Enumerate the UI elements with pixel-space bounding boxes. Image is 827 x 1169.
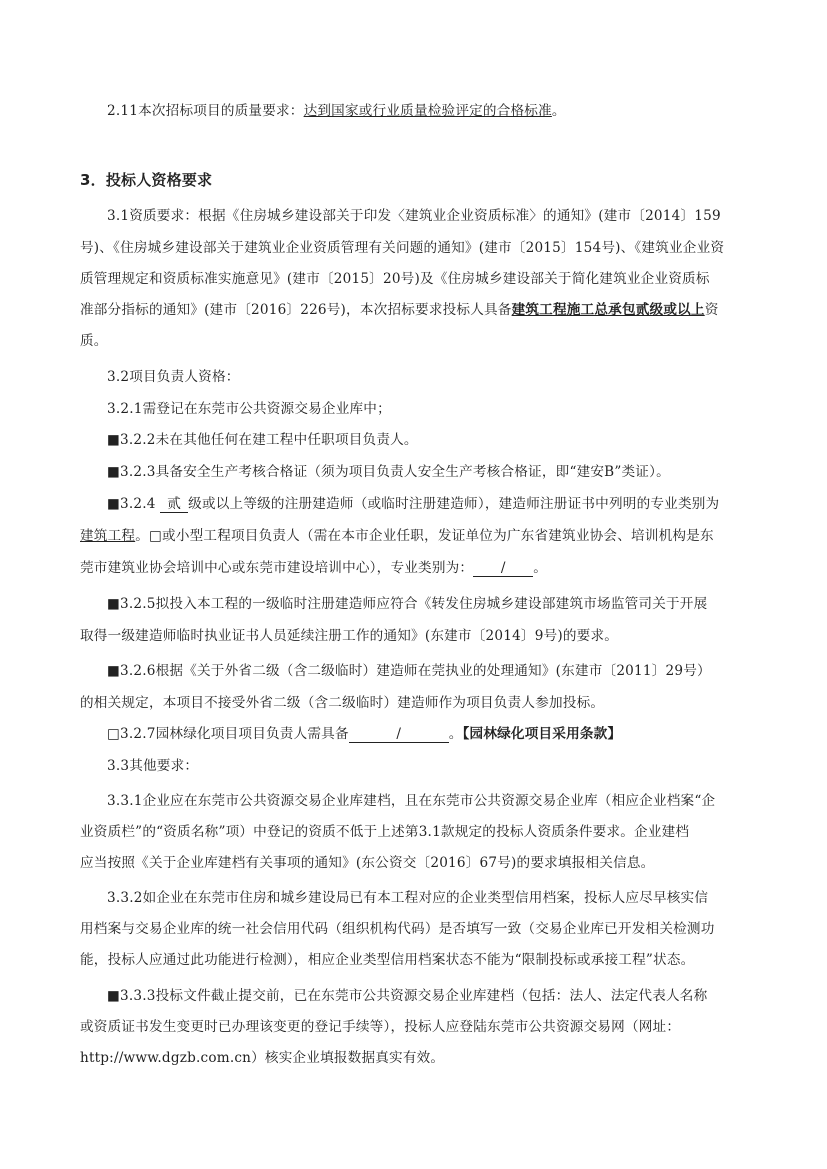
clause-3-2-6-line-1: ■3.2.6根据《关于外省二级（含二级临时）建造师在莞执业的处理通知》(东建市〔2011〕29号） <box>107 663 711 679</box>
clause-3-3: 3.3其他要求： <box>107 758 199 774</box>
clause-3-2-4-text: 级或以上等级的注册建造师（或临时注册建造师），建造师注册证书中列明的专业类别为 <box>188 496 720 512</box>
clause-2-11-end: 。 <box>551 103 566 119</box>
clause-3-2-4-end: 。 <box>533 560 548 576</box>
clause-2-11 <box>107 100 566 122</box>
clause-3-2-4-number: ■3.2.4 <box>107 496 156 512</box>
specialty-category-field: / <box>473 560 533 577</box>
clause-3-2-4-text-2: 。□或小型工程项目负责人（需在本市企业任职，发证单位为广东省建筑业协会、培训机构是东 <box>135 528 714 544</box>
section-heading-3: 3．投标人资格要求 <box>80 171 213 189</box>
clause-3-1-line-5: 质。 <box>80 333 108 349</box>
clause-3-1-text-end: 资 <box>704 302 719 318</box>
clause-3-3-2-line-3: 能，投标人应通过此功能进行检测），相应企业类型信用档案状态不能为“限制投标或承接工程”状态。 <box>80 952 695 968</box>
clause-3-2: 3.2项目负责人资格： <box>107 369 240 385</box>
clause-3-3-3-line-2: 或资质证书发生变更时已办理该变更的登记手续等），投标人应登陆东莞市公共资源交易网（网址： <box>80 1019 681 1035</box>
specialty-underlined: 建筑工程 <box>80 528 136 544</box>
landscaping-requirement-field: / <box>349 726 449 743</box>
clause-3-2-2: ■3.2.2未在其他任何在建工程中任职项目负责人。 <box>107 432 418 448</box>
clause-3-3-2-line-2: 用档案与交易企业库的统一社会信用代码（组织机构代码）是否填写一致（交易企业库已开发相关检测功 <box>80 921 715 937</box>
clause-3-3-1-line-3: 应当按照《关于企业库建档有关事项的通知》(东公资交〔2016〕67号)的要求填报相关信息。 <box>80 855 655 871</box>
clause-2-11-text: 2.11本次招标项目的质量要求： <box>107 103 304 119</box>
clause-3-2-4-line-1 <box>107 493 719 515</box>
clause-3-2-5-line-1: ■3.2.5拟投入本工程的一级临时注册建造师应符合《转发住房城乡建设部建筑市场监管司关于开展 <box>107 596 708 612</box>
clause-3-1-line-4 <box>80 299 719 321</box>
clause-3-2-3: ■3.2.3具备安全生产考核合格证（须为项目负责人安全生产考核合格证，即“建安B”类证）。 <box>107 464 670 480</box>
clause-3-2-7-end: 。 <box>448 726 463 742</box>
clause-3-1-line-1: 3.1资质要求：根据《住房城乡建设部关于印发〈建筑业企业资质标准〉的通知》(建市〔2014〕159 <box>107 208 721 224</box>
clause-3-2-1: 3.2.1需登记在东莞市公共资源交易企业库中； <box>107 401 391 417</box>
quality-standard-underlined: 达到国家或行业质量检验评定的合格标准 <box>303 103 552 119</box>
landscaping-clause-note: 【园林绿化项目采用条款】 <box>462 726 622 742</box>
clause-3-1-line-3: 质管理规定和资质标准实施意见》(建市〔2015〕20号)及《住房城乡建设部关于简化建筑业企业资质标 <box>80 271 710 287</box>
clause-3-3-2-line-1: 3.3.2如企业在东莞市住房和城乡建设局已有本工程对应的企业类型信用档案，投标人应尽早核实信 <box>107 890 709 906</box>
clause-3-2-7 <box>107 723 621 745</box>
clause-3-2-4-line-2 <box>80 525 714 547</box>
clause-3-3-1-line-1: 3.3.1企业应在东莞市公共资源交易企业库建档，且在东莞市公共资源交易企业库（相应企业档案“企 <box>107 793 716 809</box>
clause-3-1-text: 准部分指标的通知》(建市〔2016〕226号)，本次招标要求投标人具备 <box>80 302 512 318</box>
clause-3-1-line-2: 号)、《住房城乡建设部关于建筑业企业资质管理有关问题的通知》(建市〔2015〕154号)、《建筑业企业资 <box>80 240 725 256</box>
clause-3-3-1-line-2: 业资质栏”的“资质名称”项）中登记的资质不低于上述第3.1款规定的投标人资质条件要求。企业建档 <box>80 824 690 840</box>
clause-3-3-3-line-3: http://www.dgzb.com.cn）核实企业填报数据真实有效。 <box>80 1050 445 1066</box>
clause-3-2-4-line-3 <box>80 557 547 579</box>
builder-grade-field: 贰 <box>160 496 188 513</box>
clause-3-2-4-text-3: 莞市建筑业协会培训中心或东莞市建设培训中心），专业类别为： <box>80 560 474 576</box>
clause-3-3-3-line-1: ■3.3.3投标文件截止提交前，已在东莞市公共资源交易企业库建档（包括：法人、法定代表人名称 <box>107 988 708 1004</box>
clause-3-2-7-text: □3.2.7园林绿化项目项目负责人需具备 <box>107 726 349 742</box>
qualification-requirement-bold: 建筑工程施工总承包贰级或以上 <box>511 302 705 318</box>
clause-3-2-6-line-2: 的相关规定，本项目不接受外省二级（含二级临时）建造师作为项目负责人参加投标。 <box>80 695 605 711</box>
clause-3-2-5-line-2: 取得一级建造师临时执业证书人员延续注册工作的通知》(东建市〔2014〕9号)的要求。 <box>80 628 619 644</box>
